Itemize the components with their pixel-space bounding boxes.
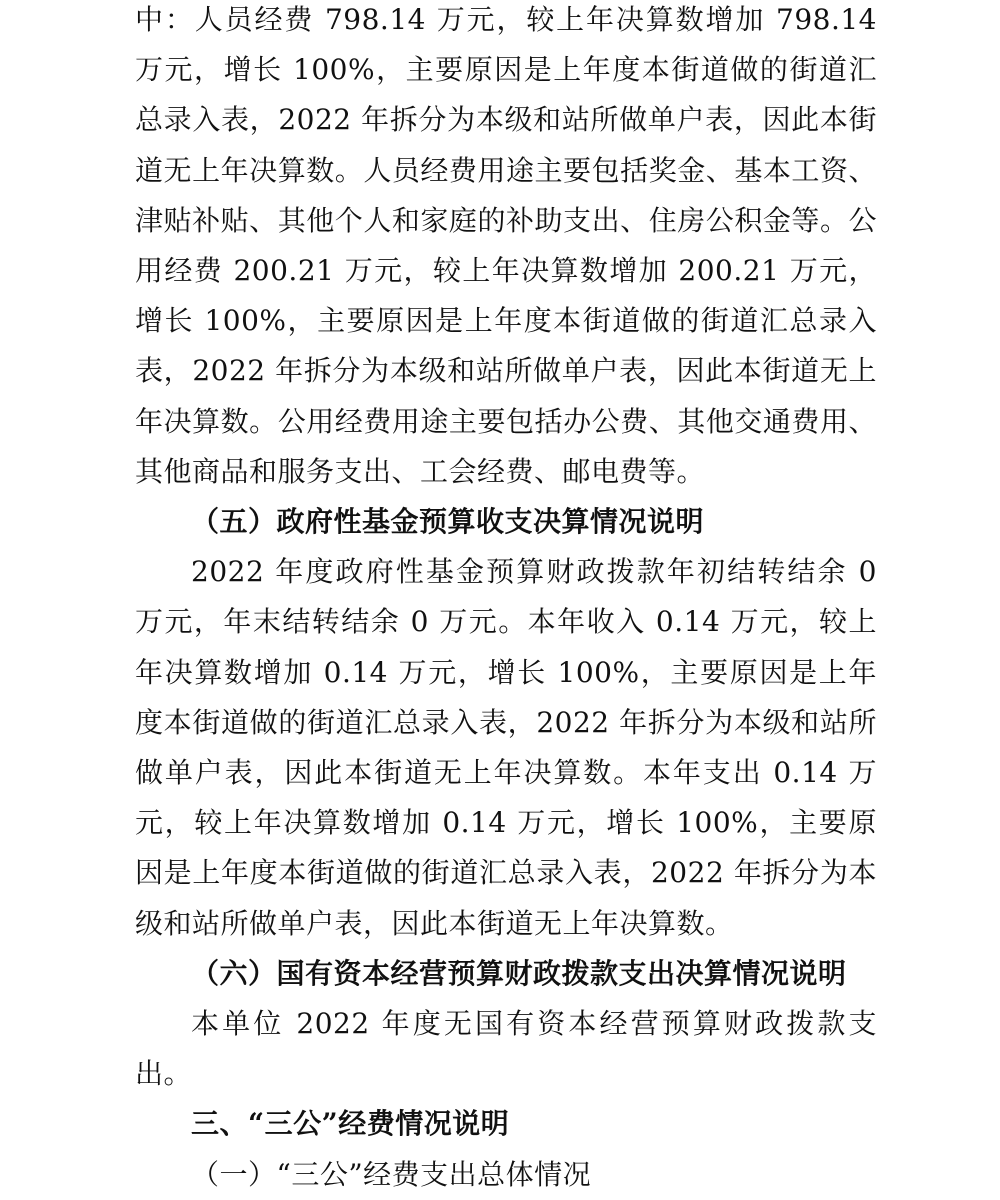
paragraph-state-capital-budget: 本单位 2022 年度无国有资本经营预算财政拨款支出。 bbox=[135, 1007, 877, 1091]
heading-government-fund-budget: （五）政府性基金预算收支决算情况说明 bbox=[191, 505, 705, 539]
paragraph-personnel-public-expenses: 中：人员经费 798.14 万元，较上年决算数增加 798.14 万元，增长 100%，主要原因是上年度本街道做的街道汇总录入表，2022 年拆分为本级和站所做单户表，因此本街道无上年决算数。人员经费用途主要包括奖金、基本工资、津贴补贴、其他个人和家庭的补助支出、住房公积金等。公用经费 200.21 万元，较上年决算数增加 200.21 万元，增长 100%，主要原因是上年度本街道做的街道汇总录入表，2022 年拆分为本级和站所做单户表，因此本街道无上年决算数。公用经费用途主要包括办公费、其他交通费用、其他商品和服务支出、工会经费、邮电费等。 bbox=[135, 3, 877, 488]
document-page bbox=[135, 0, 877, 1200]
heading-three-public-expenses: 三、“三公”经费情况说明 bbox=[191, 1107, 510, 1141]
paragraph-government-fund-budget: 2022 年度政府性基金预算财政拨款年初结转结余 0 万元，年末结转结余 0 万元。本年收入 0.14 万元，较上年决算数增加 0.14 万元，增长 100%，主要原因是上年度本街道做的街道汇总录入表，2022 年拆分为本级和站所做单户表，因此本街道无上年决算数。本年支出 0.14 万元，较上年决算数增加 0.14 万元，增长 100%，主要原因是上年度本街道做的街道汇总录入表，2022 年拆分为本级和站所做单户表，因此本街道无上年决算数。 bbox=[135, 555, 877, 940]
heading-three-public-overall: （一）“三公”经费支出总体情况 bbox=[191, 1157, 592, 1191]
heading-state-capital-budget: （六）国有资本经营预算财政拨款支出决算情况说明 bbox=[191, 956, 847, 990]
